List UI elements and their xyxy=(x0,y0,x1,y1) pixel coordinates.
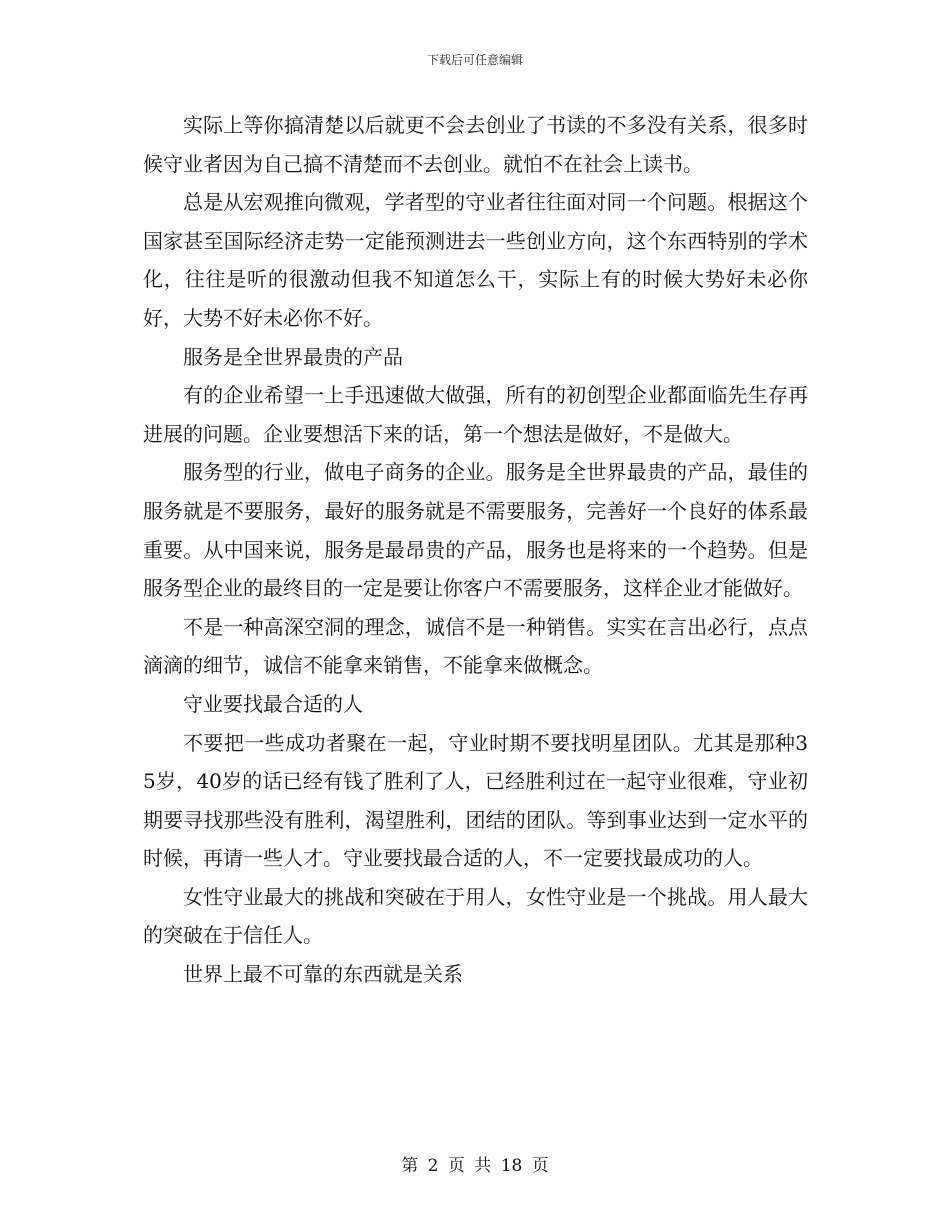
document-body xyxy=(143,106,808,994)
paragraph-3: 有的企业希望一上手迅速做大做强，所有的初创型企业都面临先生存再进展的问题。企业要想活下来的话，第一个想法是做好，不是做大。 xyxy=(143,383,808,446)
page-number-footer: 第 2 页 共 18 页 xyxy=(401,1156,549,1176)
section-heading-service: 服务是全世界最贵的产品 xyxy=(183,344,403,369)
paragraph-6: 不要把一些成功者聚在一起，守业时期不要找明星团队。尤其是那种35岁，40岁的话已经有钱了胜利了人，已经胜利过在一起守业很难，守业初期要寻找那些没有胜利，渴望胜利，团结的团队。等到事业达到一定水平的时候，再请一些人才。守业要找最合适的人，不一定要找最成功的人。 xyxy=(143,730,808,871)
paragraph-2: 总是从宏观推向微观，学者型的守业者往往面对同一个问题。根据这个国家甚至国际经济走势一定能预测进去一些创业方向，这个东西特别的学术化，往往是听的很激动但我不知道怎么干，实际上有的时候大势好未必你好，大势不好未必你不好。 xyxy=(143,190,808,330)
section-heading-relations: 世界上最不可靠的东西就是关系 xyxy=(183,962,463,987)
section-heading-people: 守业要找最合适的人 xyxy=(183,691,363,716)
paragraph-4: 服务型的行业，做电子商务的企业。服务是全世界最贵的产品，最佳的服务就是不要服务，最好的服务就是不需要服务，完善好一个良好的体系最重要。从中国来说，服务是最昂贵的产品，服务也是将来的一个趋势。但是服务型企业的最终目的一定是要让你客户不需要服务，这样企业才能做好。 xyxy=(143,460,808,601)
paragraph-1: 实际上等你搞清楚以后就更不会去创业了书读的不多没有关系，很多时候守业者因为自己搞不清楚而不去创业。就怕不在社会上读书。 xyxy=(143,113,808,176)
page-header-note: 下载后可任意编辑 xyxy=(426,53,523,67)
paragraph-7: 女性守业最大的挑战和突破在于用人，女性守业是一个挑战。用人最大的突破在于信任人。 xyxy=(143,884,808,948)
paragraph-5: 不是一种高深空洞的理念，诚信不是一种销售。实实在言出必行，点点滴滴的细节，诚信不能拿来销售，不能拿来做概念。 xyxy=(143,614,808,678)
